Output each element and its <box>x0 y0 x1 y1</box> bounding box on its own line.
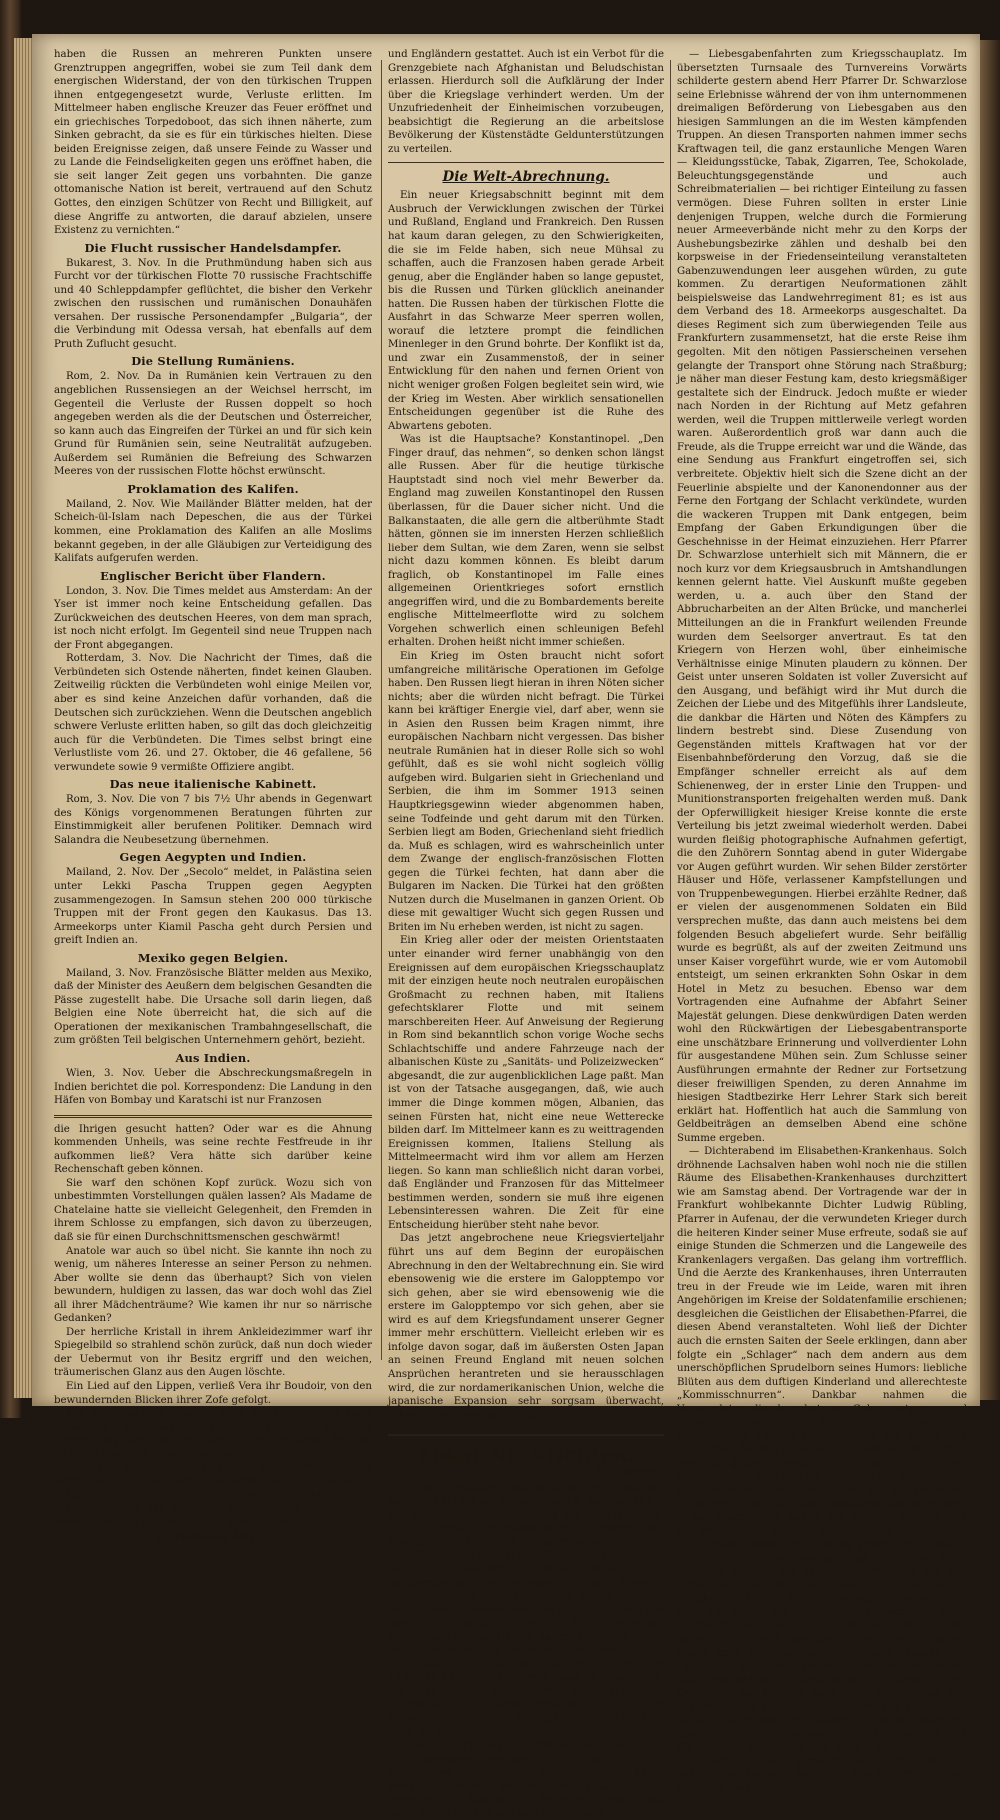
article-paragraph: Mailand, 2. Nov. Der „Secolo“ meldet, in Palästina seien unter Lekki Pascha Truppen gegen Aegypten zusammengezogen. In Samsun stehen 200 000 türkische Truppen mit der Front gegen den Kaukasus. Das 13. Armeekorps unter Kiamil Pascha geht durch Persien und greift Indien an. <box>54 867 372 947</box>
article-paragraph: Das jetzt angebrochene neue Kriegsvierteljahr führt uns auf dem Beginn der europäischen Abrechnung in den der Weltabrechnung ein. Sie wird ebensowenig wie die erstere im Galopptempo vor sich gehen, aber sie wird ebensowenig wie die erstere im Galopptempo vor sich gehen, aber sie wird es auf dem Kriegsfundament unserer Gegner immer mehr erschüttern. Vielleicht erleben wir es infolge davon sogar, daß im äußersten Osten Japan an seinen Freund England mit neuen solchen Ansprüchen herantreten und sie herausschlagen wird, die zur nordamerikanischen Union, welche die japanische Expansion sehr sorgsam überwacht, erklärt: „Jetzt mache ich auch mit!“ <box>388 1233 664 1421</box>
headline-flandern: Englischer Bericht über Flandern. <box>100 568 326 583</box>
page-gutter-shadow <box>978 40 1000 1400</box>
news-item: — Vom Trompeterkorps Feld-Art.-Regt. Nr. 63 ist eine besondere Danksagung hier eingetroffen für empfangene Liebesgaben, welche für das Korps direkt gesammelt wurden und große Freude machten. Den Spendern sei herzlicher Dank gesagt unter vielen Grüßen aus dem Feindesland. <box>388 1740 664 1819</box>
news-item: — Neues Theater. Am Sonntag gingen drei Einakter in Szene, die eine wohlgefällige Aufnahme beim Publikum fanden. Von spannender Wirkung und voll Gehaltstiefe war das interessante Gerichtsstück „In Ewigkeit — Amen“, das Otto Wildgans zum Verfasser hat. Es stellt die Vernehmungsszenen in einer Mordsache vor dem Untersuchungsrichter dar, die geradezu raffiniert ausgedacht sind, und in denen neben dem Beschuldigten die Zeugin Dworak die Hauptfigur ist. Diese kokette Dirne lebt mit einem Kaffeehauskellner in Konkubinat und verlangt den Geliebten, wo sie nur kann. Der Kellner hat aus Erbarmen den eben aus dem Zuchthaus entlassenen Anton Eßchmeidler in Obdach in seiner Wohnung gewährt. Der Strafentlassene erfährt hier gar bald, daß die Geliebte treulos ist und als sie dem hungernden Greis einst die Speise vorenthält, weil er ihr drohte, er wolle ihr schändbares Verhalten dem Kellner mitteilen, da erfaßt ihn Ekel <box>677 1539 967 1794</box>
page-stack-edge <box>14 38 34 1398</box>
story-paragraph: Als Gäste seine Damen anlaß, die jungen Mädchen im Schmucke ihrer taufrischen Schönheit und die Gattin, in ruhiger, stolzer Würde die Hausfrau und Mutter repräsentierend, hob ein selten empfundenes Glücksgefühl seine Brust, und er schätzte sich beneidenswert. <box>54 1462 372 1528</box>
headline-rumaenien: Die Stellung Rumäniens. <box>131 354 295 369</box>
section-date: 3. November. <box>595 1467 664 1479</box>
story-paragraph: Mit Vera zugleich erschien auch die Hausfrau in einer schwarzen Samttoilette, durch die ihre stattliche Erscheinung vorteilhaft gehoben wurde. Brillanten blitzten an dem Halse und im dunklen Haar. <box>54 1408 372 1460</box>
story-paragraph: die Ihrigen gesucht hatten? Oder war es die Ahnung kommenden Unheils, was seine rechte Festfreude in ihr aufkommen ließ? Vera hätte sich darüber keine Rechenschaft geben können. <box>54 1123 372 1176</box>
headline-flucht: Die Flucht russischer Handelsdampfer. <box>84 240 342 255</box>
article-paragraph: London, 3. Nov. Die Times meldet aus Amsterdam: An der Yser ist immer noch keine Entscheidung gefallen. Das Zurückweichen des deutschen Heeres, von dem man sprach, ist noch nicht erfolgt. Im Gegenteil sind neue Truppen nach der Front abgegangen. <box>54 585 372 651</box>
headline-kabinett: Das neue italienische Kabinett. <box>109 777 317 792</box>
column-rule-right <box>670 60 671 1360</box>
column-rule-left <box>381 60 382 1360</box>
story-paragraph: Ein Lied auf den Lippen, verließ Vera ihr Boudoir, von den bewundernden Blicken ihrer Zofe gefolgt. <box>54 1381 372 1406</box>
continuation-note: (Fortsetzung folgt.) <box>157 1531 269 1544</box>
article-paragraph: Bukarest, 3. Nov. In die Pruthmündung haben sich aus Furcht vor der türkischen Flotte 70 russische Frachtschiffe und 40 Schleppdampfer geflüchtet, die bisher den Verkehr zwischen den russischen und rumänischen Donauhäfen versahen. Der russische Personendampfer „Bulgaria“, der die Verbindung mit Odessa versah, hat ebenfalls auf dem Pruth Zuflucht gesucht. <box>54 257 372 350</box>
article-paragraph: und Engländern gestattet. Auch ist ein Verbot für die Grenzgebiete nach Afghanistan und Beludschistan erlassen. Hierdurch soll die Aufklärung der Inder über die Kriegslage verhindert werden. Um der Unzufriedenheit der Einheimischen vorzubeugen, beabsichtigt die Regierung an die arbeitslose Bevölkerung der Küstenstädte Geldunterstützungen zu verteilen. <box>388 49 664 155</box>
article-paragraph: Ein Krieg aller oder der meisten Orientstaaten unter einander wird ferner unabhängig von den Ereignissen auf dem europäischen Kriegsschauplatz mit der einzigen heute noch neutralen europäischen Großmacht zu rechnen haben, mit Italiens gefechtsklarer Flotte und mit seinem marschbereiten Heer. Auf Anweisung der Regierung in Rom sind bekanntlich schon vorige Woche sechs Schlachtschiffe und andere Fahrzeuge nach der albanischen Küste zu „Sanitäts- und Polizeizwecken“ abgesandt, die zur augenblicklichen Lage paßt. Man ist von der Tatsache ausgegangen, daß, wie auch immer die Dinge kommen mögen, Albanien, das seinen Fürsten hat, nicht eine neue Wetterecke bilden darf. Im Mittelmeer kann es zu weittragenden Ereignissen kommen, Italiens Stellung als Mittelmeermacht wird ihm vor allem am Herzen liegen. So kann man schließlich nicht daran vorbei, daß Engländer und Franzosen für das Mittelmeer bestimmen werden, sondern sie muß ihre eigenen Lebensinteressen wahren. Die Zeit für eine Entscheidung hierüber steht nahe bevor. <box>388 935 664 1231</box>
feuilleton-divider <box>54 1115 372 1118</box>
headline-welt-abrechnung: Die Welt-Abrechnung. <box>442 169 610 186</box>
news-item: — Vaterländische Kundgebung. Wir machen nochmals auf die am Mittwoch den 4. ds. Abends 8½ Uhr stattfindende Veranstaltung des Bezirksvereins, in der Turnhalle der Bockenheimer Turngemeinde, Marburgerstraße 28, aufmerksam. Diese vaterländische Feier dürfte für jeden Kunstfreund noch ein besonderes Interesse haben, indem hervorragende Darbietungen erster Künstler vorgesehen sind. Die sämtlichen Kosten hat der Bezirksverein übernommen und fließt der Ertrag aus dem Eintrittsgeld unverkürzt den bestimmten Kriegszwecken zu. Es ist daher ein recht reger Besuch, auch unserer Nachbarn, zu wünschen. <box>388 1482 664 1657</box>
article-paragraph: Was ist die Hauptsache? Konstantinopel. „Den Finger drauf, das nehmen“, so denken schon längst alle Russen. Aber für die heutige türkische Hauptstadt sind noch viel mehr Bewerber da. England mag zuweilen Konstantinopel den Russen überlassen, für die Dauer sicher nicht. Und die Balkanstaaten, die alle gern die altberühmte Stadt hätten, gönnen sie im innersten Herzen schließlich lieber dem Sultan, wie dem Zaren, wenn sie selbst nicht dazu kommen können. Es bleibt darum fraglich, ob Konstantinopel im Falle eines allgemeinen Orientkrieges sofort ernstlich angegriffen wird, und die zu Bombardements bereite englische Mittelmeerflotte wird zu solchem Vorgehen schwerlich einen schleunigen Befehl erhalten. Drohen heißt nicht immer schießen. <box>388 434 664 649</box>
story-paragraph: Der herrliche Kristall in ihrem Ankleidezimmer warf ihr Spiegelbild so strahlend schön zurück, daß nun doch wieder der Uebermut von ihr Besitz ergriff und den weichen, träumerischen Glanz aus den Augen löschte. <box>54 1326 372 1379</box>
headline-kalifen: Proklamation des Kalifen. <box>127 481 299 496</box>
section-divider <box>388 162 664 163</box>
headline-aegypten: Gegen Aegypten und Indien. <box>119 850 307 865</box>
article-paragraph: Ein Krieg im Osten braucht nicht sofort umfangreiche militärische Operationen im Gefolge haben. Den Russen liegt hieran in ihren Nöten sicher nichts; aber die würden nicht befragt. Die Türkei kann bei kräftiger Energie viel, darf aber, wenn sie in Asien den Russen beim Kragen nimmt, ihre europäischen Nachbarn nicht vergessen. Das bisher neutrale Rumänien hat in dieser Rolle sich so wohl gefühlt, daß es sie wohl nicht sogleich völlig aufgeben wird. Bulgarien sieht in Griechenland und Serbien, die ihm im Sommer 1913 seinen Hauptkriegsgewinn wieder abgenommen haben, seine Todfeinde und geht darum mit den Türken. Serbien liegt am Boden, Griechenland sieht friedlich da. Muß es schlagen, wird es wahrscheinlich unter dem Zwange der englisch-französischen Flotten gegen die Türkei fechten, hat dann aber die Bulgaren im Nacken. Die Türkei hat den größten Nutzen durch die Muselmanen in ganzen Orient. Ob diese mit gewaltiger Wucht sich gegen Russen und Briten im Nu erheben werden, ist nicht zu sagen. <box>388 650 664 933</box>
article-paragraph: Ein neuer Kriegsabschnitt beginnt mit dem Ausbruch der Verwicklungen zwischen der Türkei und Rußland, England und Frankreich. Den Russen hat kaum daran gelegen, zu den Schwierigkeiten, die sie im Felde haben, sich neue Mühsal zu schaffen, auch die Franzosen haben gerade Arbeit genug, aber die Engländer haben so lange gepustet, bis die Russen und Türken glücklich aneinander hatten. Die Russen haben der türkischen Flotte die Ausfahrt in das Schwarze Meer sperren wollen, worauf die letztere prompt die feindlichen Minenleger in den Grund bohrte. Der Konflikt ist da, und zwar ein Zusammenstoß, der in seiner Entwicklung für den nahen und fernen Orient von nicht weniger großen Folgen begleitet sein wird, wie der Krieg im Westen. Aber wirklich sensationellen Entscheidungen gegenüber ist die Ruhe des Abwartens geboten. <box>388 190 664 432</box>
article-paragraph: Mailand, 2. Nov. Wie Mailänder Blätter melden, hat der Scheich-ül-Islam nach Depeschen, die aus der Türkei kommen, eine Proklamation des Kalifen an alle Moslims bekannt gegeben, in der alle Gläubigen zur Verteidigung des Kalifats aufgerufen werden. <box>54 498 372 565</box>
headline-indien: Aus Indien. <box>175 1051 251 1065</box>
article-paragraph: Rom, 2. Nov. Da in Rumänien kein Vertrauen zu den angeblichen Russensiegen an der Weichsel herrscht, im Gegenteil die Verluste der Russen doppelt so hoch angegeben werden als die der Deutschen und Österreicher, so kann auch das Eingreifen der Türkei an und für sich kein Grund für Rumänien sein, seine Neutralität aufzugeben. Außerdem sei Rumänien die Befreiung des Schwarzen Meeres von der russischen Flotte höchst erwünscht. <box>54 371 372 478</box>
news-item: — Dichterabend im Elisabethen-Krankenhaus. Solch dröhnende Lachsalven haben wohl noch nie die stillen Räume des Elisabethen-Krankenhauses durchzittert wie am Samstag abend. Der Vortragende war der in Frankfurt wohlbekannte Dichter Ludwig Rübling, Pfarrer in Aufenau, der die verwundeten Krieger durch die heiteren Kinder seiner Muse erfreute, sodaß sie auf einige Stunden die Schmerzen und die Langeweile des Krankenlagers vergaßen. Das gelang ihm vortrefflich. Und die Aerzte des Krankenhauses, ihren Unterrauten treu in der Freude wie im Leide, waren mit ihren Angehörigen im Kreise der Soldatenfamilie erschienen; desgleichen die Geistlichen der Elisabethen-Pfarrei, die diesen Abend veranstalteten. Wohl ließ der Dichter auch die ernsten Saiten der Seele erklingen, dann aber folgte ein „Schlager“ nach dem andern aus dem unerschöpflichen Sprudelborn seines Humors: liebliche Blüten aus dem duftigen Kinderland und allerechteste „Kommisschnurren“. Dankbar nahmen die Verwundeten die dargebotenen Gaben entgegen und dankten in herzlichster Weise für die freundliche Unterhaltung. Ebenso empfingen sie die Aerzte und Geistlichen für den gespendeten Trunk und den Imbiß, den die guten Schwestern reichten. Herr Pfarrer Becker sprach dem Dichter den Dank der Verwundeten aus und schloß mit einem Hoch auf die deutschen Kriegsheere. Den schönsten Dank aber sah der Redner in den leuchtenden Augen der Soldaten glänzen und den Wunsch: „Auf baldiges Wiedersehen!“ <box>677 1146 967 1537</box>
section-title-lokal: Lokal-Nachrichten. <box>388 1434 664 1466</box>
headline-mexiko: Mexiko gegen Belgien. <box>137 950 289 965</box>
article-paragraph: Wien, 3. Nov. Ueber die Abschreckungsmaßregeln in Indien berichtet die pol. Korrespondenz: Die Landung in den Häfen von Bombay und Karatschi ist nur Franzosen <box>54 1068 372 1107</box>
column-middle <box>388 48 664 1819</box>
column-left <box>54 48 372 1544</box>
article-paragraph: Rotterdam, 3. Nov. Die Nachricht der Times, daß die Verbündeten sich Ostende näherten, findet keinen Glauben. Zeitweilig rückten die Verbündeten wohl einige Meilen vor, aber es sind keine Anzeichen dafür vorhanden, daß die Deutschen sich zurückziehen. Wenn die Deutschen angeblich schwere Verluste erlitten haben, so gilt das doch gleichzeitig auch für die Verbündeten. Die Times selbst bringt eine Verlustliste vom 26. und 27. Oktober, die 46 gefallene, 56 verwundete sowie 9 vermißte Offiziere angibt. <box>54 653 372 773</box>
article-paragraph: Mailand, 3. Nov. Französische Blätter melden aus Mexiko, daß der Minister des Aeußern dem belgischen Gesandten die Pässe zugestellt habe. Die Ursache soll darin liegen, daß Belgien eine Note überreicht hat, die sich auf die Operationen der mexikanischen Trambahngesellschaft, die zum größten Teil belgischen Unternehmern gehört, bezieht. <box>54 967 372 1047</box>
article-paragraph: Rom, 3. Nov. Die von 7 bis 7½ Uhr abends in Gegenwart des Königs vorgenommenen Beratungen führten zur Einstimmigkeit aller berufenen Politiker. Demnach wird Salandra die Neubesetzung übernehmen. <box>54 794 372 846</box>
news-item: — Liebesgabenfahrten zum Kriegsschauplatz. Im übersetzten Turnsaale des Turnvereins Vorwärts schilderte gestern abend Herr Pfarrer Dr. Schwarzlose seine Erlebnisse während der von ihm unternommenen dreimaligen Beförderung von Liebesgaben aus den hiesigen Sammlungen an die im Westen kämpfenden Truppen. An diesen Transporten nahmen immer sechs Kraftwagen teil, die ganz erstaunliche Mengen Waren — Kleidungsstücke, Tabak, Zigarren, Tee, Schokolade, Beleuchtungsgegenstände und auch Schreibmaterialien — bei richtiger Einteilung zu fassen vermögen. Diese Fuhren sollten in erster Linie denjenigen Truppen, welche durch die Formierung neuer Armeeverbände nicht mehr zu den Korps der Aushebungsbezirke zählen und deshalb bei den korpsweise in der Friedenseinteilung veranstalteten Gabenzuwendungen leer ausgehen würden, zu gute kommen. Zu derartigen Neuformationen zählt beispielsweise das Landwehrregiment 81; es ist aus dem Verband des 18. Armeekorps ausgeschaltet. Da dieses Regiment sich zum überwiegenden Teile aus Frankfurtern zusammensetzt, hat die erste Reise ihm gegolten. Mit den nötigen Passierscheinen versehen gelangte der Transport ohne Störung nach Straßburg; je näher man dieser Festung kam, desto kriegsmäßiger gestaltete sich der Eindruck. Jedoch mußte er wieder nach Norden in der Richtung auf Metz gefahren werden, weil die Truppen mittlerweile verlegt worden waren. Außerordentlich groß war dann auch die Freude, als die Truppe erreicht war und die Wände, das eine Sendung aus Frankfurt eingetroffen sei, sich verbreitete. Objektiv hielt sich die Szene dicht an der Feuerlinie abspielte und der Kanonendonner aus der Ferne den Fortgang der Schlacht verkündete, wurden die wackeren Truppen mit Dank entgegen, beim Empfang der Gaben Erkundigungen über die Geschehnisse in der Heimat einzuziehen. Herr Pfarrer Dr. Schwarzlose unterhielt sich mit Männern, die er noch kurz vor dem Kriegsausbruch in Amtshandlungen kennen gelernt hatte. Viel Auskunft mußte gegeben werden, u. a. auch über den Stand der Abbrucharbeiten an der Alten Brücke, und mancherlei Mitteilungen an die in Frankfurt weilenden Freunde wurden dem Seelsorger anvertraut. Es tat den Kriegern von Herzen wohl, über einheimische Verhältnisse einige Minuten plaudern zu können. Der Geist unter unseren Soldaten ist voller Zuversicht auf den Ausgang, und befähigt wird ihr Mut durch die Zeichen der Liebe und des Mitgefühls ihrer Landsleute, die dankbar die Härten und Nöten des Kämpfers zu lindern bestrebt sind. Diese Zusendung von Gegenständen mittels Kraftwagen hat vor der Eisenbahnbeförderung den Vorzug, daß sie die Empfänger schneller erreicht als auf dem Schienenweg, der in erster Linie den Truppen- und Munitionstransporten freigehalten werden muß. Dank der Opferwilligkeit hiesiger Kreise konnte die erste Verteilung bis jetzt zweimal wiederholt werden. Dabei wurden fleißig photographische Aufnahmen gefertigt, die den Zuhörern Sonntag abend in guter Widergabe vor Augen geführt wurden. Wir sehen Bilder zerstörter Häuser und Höfe, verlassener Kampfstellungen und von Truppenbewegungen. Hierbei erzählte Redner, daß er vielen der ausgenommenen Soldaten ein Bild versprechen mußte, das dann auch meistens bei dem folgenden Besuch abgeliefert wurde. Sehr beifällig wurde es begrüßt, als auf der zweiten Zeitmund uns unser Kaiser vorgeführt wurde, wie er vom Automobil entsteigt, um seinen erkrankten Sohn Oskar in dem Hotel in Metz zu besuchen. Ebenso war dem Vortragenden eine Aufnahme der Abfahrt Seiner Majestät gelungen. Diese denkwürdigen Daten werden wohl den Rückwärtigen der Liebesgabentransporte eine unschätzbare Erinnerung und vollverdienter Lohn für ausgestandene Mühen sein. Zum Schlusse seiner Ausführungen ermahnte der Redner zur Fortsetzung dieser freiwilligen Spenden, zu deren Annahme im hiesigen Stadtbezirke Herr Lehrer Stark sich bereit erklärt hat. Hoffentlich hat auch die Sammlung von Geldbeiträgen an demselben Abend eine schöne Summe ergeben. <box>677 49 967 1144</box>
column-right <box>677 48 967 1794</box>
story-paragraph: Sie warf den schönen Kopf zurück. Wozu sich von unbestimmten Vorstellungen quälen lassen? Als Madame de Chatelaine hatte sie vielleicht Gelegenheit, den Fremden in ihrem Schlosse zu empfangen, sich davon zu überzeugen, daß sie für einen Durchschnittsmenschen geschwärmt! <box>54 1177 372 1244</box>
story-paragraph: Anatole war auch so übel nicht. Sie kannte ihn noch zu wenig, um näheres Interesse an seiner Person zu nehmen. Aber wollte sie denn das überhaupt? Sich von vielen bewundern, huldigen zu lassen, das war doch wohl das Ziel all ihrer Mädchenträume? Wie kamen ihr nur so närrische Gedanken? <box>54 1245 372 1325</box>
news-item: — Zwei neue Ritter des Eisernen Kreuzes. Der 18jährige Fahnenjunker Ernst Zobel (2. Nass. Feld-Art.-Regt. Nr. 63), Sohn des bekannten Hotelbesitzers J. Zobel (Rheingauer Hof). Der Unteroffizier-Trompeter Krengel (2. Nass. Feld-Art.-Regt. Nr. 63). <box>388 1658 664 1738</box>
article-paragraph: haben die Russen an mehreren Punkten unsere Grenztruppen angegriffen, wobei sie zum Teil dank dem energischen Widerstand, der von den türkischen Truppen ihnen entgegengesetzt wurde, Verluste erlitten. Im Mittelmeer haben englische Kreuzer das Feuer eröffnet und ein griechisches Torpedoboot, das sich ihnen näherte, zum Sinken gebracht, da sie es für ein türkisches hielten. Diese beiden Ereignisse zeigen, daß unsere Feinde zu Wasser und zu Lande die Feindseligkeiten gegen uns eröffnet haben, die sie seit langer Zeit gegen uns vorbahnten. Die ganze ottomanische Nation ist bereit, vertrauend auf den Schutz Gottes, den einzigen Schützer von Recht und Billigkeit, auf diese Angriffe zu antworten, die darauf abzielen, unsere Existenz zu vernichten.“ <box>54 49 372 237</box>
